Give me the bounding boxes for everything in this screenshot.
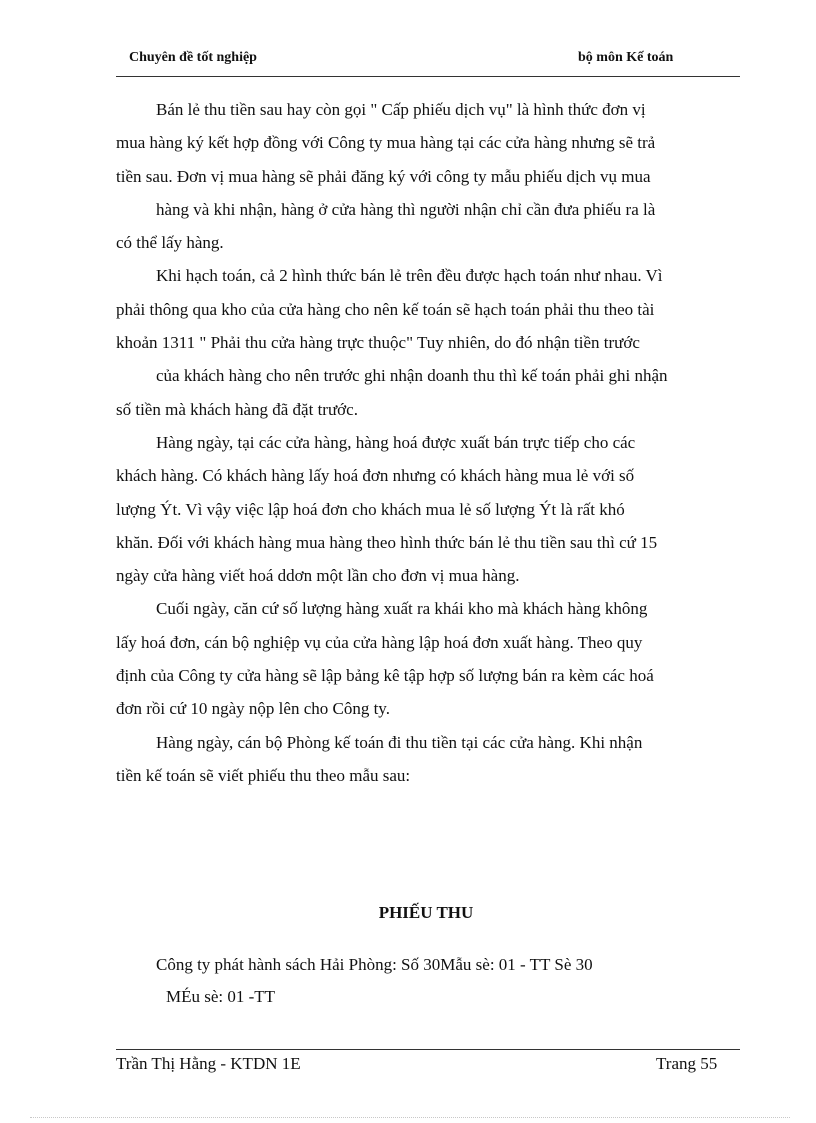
text-line: Khi hạch toán, cả 2 hình thức bán lẻ trên đều được hạch toán như nhau. Vì (156, 266, 663, 286)
paragraph (116, 426, 736, 592)
header-right-title: bộ môn Kế toán (578, 50, 674, 65)
text-line: Bán lẻ thu tiền sau hay còn gọi " Cấp phiếu dịch vụ" là hình thức đơn vị (156, 100, 646, 119)
text-line: của khách hàng cho nên trước ghi nhận doanh thu thì kế toán phải ghi nhận (156, 366, 668, 386)
text-line: định của Công ty cửa hàng sẽ lập bảng kê tập hợp số lượng bán ra kèm các hoá (116, 666, 654, 686)
text-line: tiền sau. Đơn vị mua hàng sẽ phải đăng ký với công ty mẫu phiếu dịch vụ mua (116, 166, 651, 186)
paragraph (116, 259, 736, 425)
text-line: ngày cửa hàng viết hoá ddơn một lần cho đơn vị mua hàng. (116, 566, 520, 586)
text-line: Hàng ngày, cán bộ Phòng kế toán đi thu tiền tại các cửa hàng. Khi nhận (156, 732, 643, 752)
text-line: khoản 1311 " Phải thu cửa hàng trực thuộc" Tuy nhiên, do đó nhận tiền trước (116, 333, 640, 353)
text-line: tiền kế toán sẽ viết phiếu thu theo mẫu sau: (116, 765, 411, 785)
footer-author: Trần Thị Hằng - KTDN 1E (116, 1054, 301, 1073)
text-line: phải thông qua kho của cửa hàng cho nên kế toán sẽ hạch toán phải thu theo tài (116, 299, 655, 319)
footer-page-number: Trang 55 (656, 1054, 718, 1073)
receipt-company-line: Công ty phát hành sách Hải Phòng: Số 30Mẫu sè: 01 - TT Sè 30 (156, 955, 593, 974)
text-line: hàng và khi nhận, hàng ở cửa hàng thì người nhận chỉ cần đưa phiếu ra là (156, 199, 656, 219)
paragraph (116, 592, 736, 725)
receipt-title: PHIẾU THU (378, 903, 474, 922)
text-line: mua hàng ký kết hợp đồng với Công ty mua hàng tại các cửa hàng nhưng sẽ trả (116, 133, 656, 153)
paragraph (116, 726, 736, 793)
text-line: Cuối ngày, căn cứ số lượng hàng xuất ra khái kho mà khách hàng không (156, 599, 648, 619)
text-line: khăn. Đối với khách hàng mua hàng theo hình thức bán lẻ thu tiền sau thì cứ 15 (116, 532, 658, 552)
text-line: lượng Ýt. Vì vậy việc lập hoá đơn cho khách mua lẻ số lượng Ýt là rất khó (116, 499, 625, 519)
receipt-form-number: MÉu sè: 01 -TT (166, 987, 276, 1006)
text-line: lấy hoá đơn, cán bộ nghiệp vụ của cửa hàng lập hoá đơn xuất hàng. Theo quy (116, 632, 643, 652)
text-line: đơn rồi cứ 10 ngày nộp lên cho Công ty. (116, 699, 390, 719)
header-rule (116, 76, 740, 77)
text-line: số tiền mà khách hàng đã đặt trước. (116, 399, 358, 419)
text-line: khách hàng. Có khách hàng lấy hoá đơn nhưng có khách hàng mua lẻ với số (116, 466, 635, 486)
text-line: có thể lấy hàng. (116, 233, 224, 253)
text-line: Hàng ngày, tại các cửa hàng, hàng hoá được xuất bán trực tiếp cho các (156, 432, 636, 452)
header-left-title: Chuyên đề tốt nghiệp (129, 50, 257, 65)
page-header (116, 50, 740, 78)
footer-rule (116, 1049, 740, 1050)
paragraph (116, 93, 736, 259)
page-edge-divider (30, 1117, 790, 1118)
body-text (116, 93, 736, 792)
